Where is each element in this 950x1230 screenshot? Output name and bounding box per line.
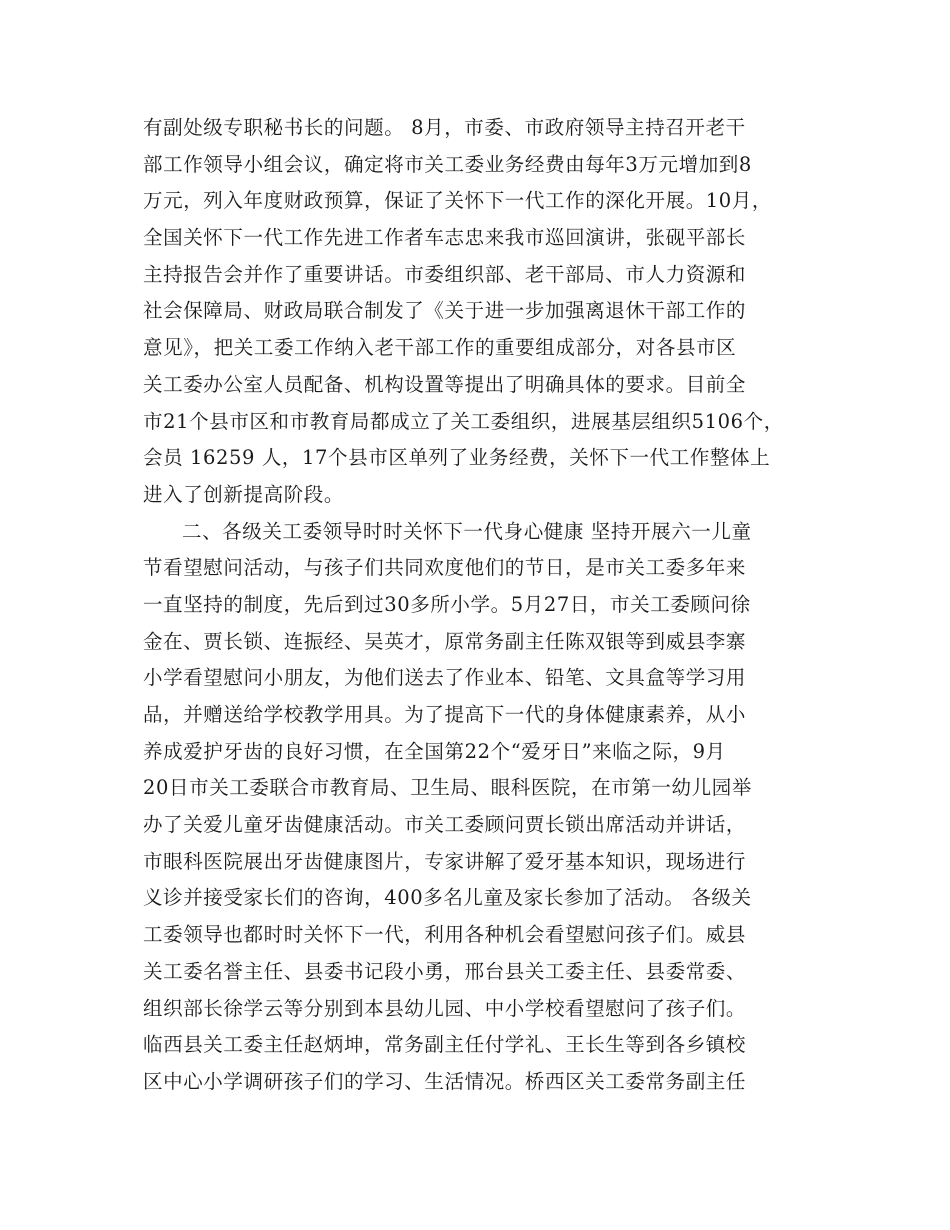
text-line: 品，并赠送给学校教学用具。为了提高下一代的身体健康素养，从小 — [143, 703, 747, 726]
text-line: 部工作领导小组会议，确定将市关工委业务经费由每年3万元增加到8 — [143, 152, 752, 176]
text-line: 工委领导也都时时关怀下一代，利用各种机会看望慰问孩子们。威县 — [143, 923, 747, 947]
text-line: 组织部长徐学云等分别到本县幼儿园、中小学校看望慰问了孩子们。 — [143, 996, 747, 1020]
text-line: 小学看望慰问小朋友，为他们送去了作业本、铅笔、文具盒等学习用 — [143, 666, 747, 690]
text-line: 关工委名誉主任、县委书记段小勇，邢台县关工委主任、县委常委、 — [143, 959, 747, 983]
text-line: 社会保障局、财政局联合制发了《关于进一步加强离退休干部工作的 — [143, 299, 747, 323]
text-line: 市眼科医院展出牙齿健康图片，专家讲解了爱牙基本知识，现场进行 — [143, 849, 747, 873]
body-text — [143, 110, 833, 1101]
text-line: 临西县关工委主任赵炳坤，常务副主任付学礼、王长生等到各乡镇校 — [143, 1033, 747, 1057]
text-line: 关工委办公室人员配备、机构设置等提出了明确具体的要求。目前全 — [143, 372, 747, 396]
text-line: 义诊并接受家长们的咨询，400多名儿童及家长参加了活动。 各级关 — [143, 886, 752, 910]
text-line: 一直坚持的制度，先后到过30多所小学。5月27日，市关工委顾问徐 — [143, 592, 751, 616]
text-line: 主持报告会并作了重要讲话。市委组织部、老干部局、市人力资源和 — [143, 262, 747, 286]
text-line: 节看望慰问活动，与孩子们共同欢度他们的节日，是市关工委多年来 — [143, 556, 747, 580]
text-line: 会员 16259 人，17个县市区单列了业务经费，关怀下一代工作整体上 — [143, 446, 771, 470]
text-line: 万元，列入年度财政预算，保证了关怀下一代工作的深化开展。10月， — [143, 189, 773, 213]
text-line: 办了关爱儿童牙齿健康活动。市关工委顾问贾长锁出席活动并讲话， — [143, 813, 747, 837]
text-line: 进入了创新提高阶段。 — [143, 482, 345, 506]
text-line: 全国关怀下一代工作先进工作者车志忠来我市巡回演讲，张砚平部长 — [143, 226, 747, 250]
text-line: 区中心小学调研孩子们的学习、生活情况。桥西区关工委常务副主任 — [143, 1069, 747, 1093]
text-line: 市21个县市区和市教育局都成立了关工委组织，进展基层组织5106个， — [143, 409, 784, 433]
text-line: 养成爱护牙齿的良好习惯，在全国第22个“爱牙日”来临之际，9月 — [143, 739, 726, 763]
text-line: 20日市关工委联合市教育局、卫生局、眼科医院，在市第一幼儿园举 — [143, 776, 752, 800]
text-line: 意见》，把关工委工作纳入老干部工作的重要组成部分，对各县市区 — [143, 336, 737, 360]
section-heading-line: 二、各级关工委领导时时关怀下一代身心健康 坚持开展六一儿童 — [182, 519, 752, 543]
text-line: 有副处级专职秘书长的问题。 8月，市委、市政府领导主持召开老干 — [143, 116, 746, 139]
text-line: 金在、贾长锁、连振经、吴英才，原常务副主任陈双银等到威县李寨 — [143, 629, 747, 653]
